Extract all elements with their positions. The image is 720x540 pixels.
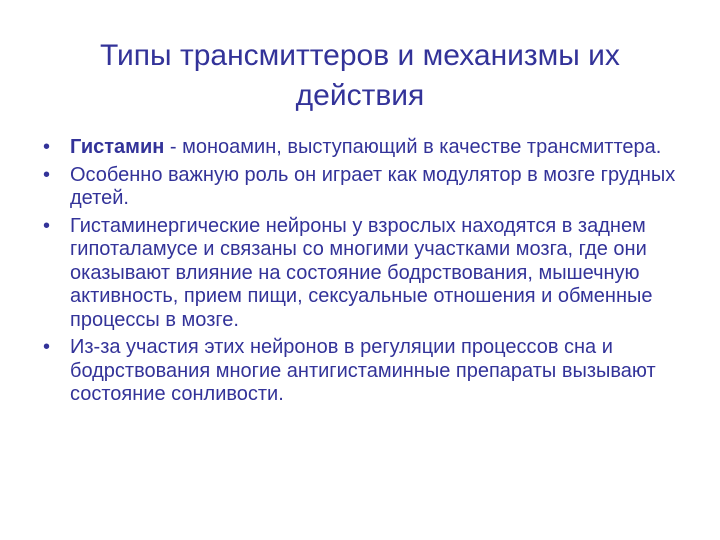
bullet-text: Особенно важную роль он играет как модулятор в мозге грудных детей.	[70, 163, 676, 209]
bullet-text: - моноамин, выступающий в качестве трансмиттера.	[164, 136, 662, 158]
bullet-icon: •	[43, 136, 51, 158]
bullet-icon: •	[43, 163, 51, 186]
bullet-icon: •	[43, 336, 51, 358]
bullet-item	[40, 336, 690, 407]
bullet-text: Из-за участия этих нейронов в регуляции процессов сна и бодрствования многие антигистаминные препараты вызывают состояние сонливости.	[70, 336, 656, 405]
bullet-list	[40, 136, 690, 411]
bullet-item	[40, 136, 690, 160]
term-histamine: Гистамин	[70, 136, 165, 158]
bullet-text: Гистаминергические нейроны у взрослых находятся в заднем гипоталамусе и связаны со многими участками мозга, где они оказывают влияние на состояние бодрствования, мышечную активность, прием пищи, сексуальные отношения и обменные процессы в мозге.	[70, 214, 653, 331]
bullet-icon: •	[43, 214, 51, 237]
bullet-item	[40, 215, 690, 333]
slide-title: Типы трансмиттеров и механизмы их действия	[100, 39, 620, 112]
bullet-item	[40, 164, 690, 211]
